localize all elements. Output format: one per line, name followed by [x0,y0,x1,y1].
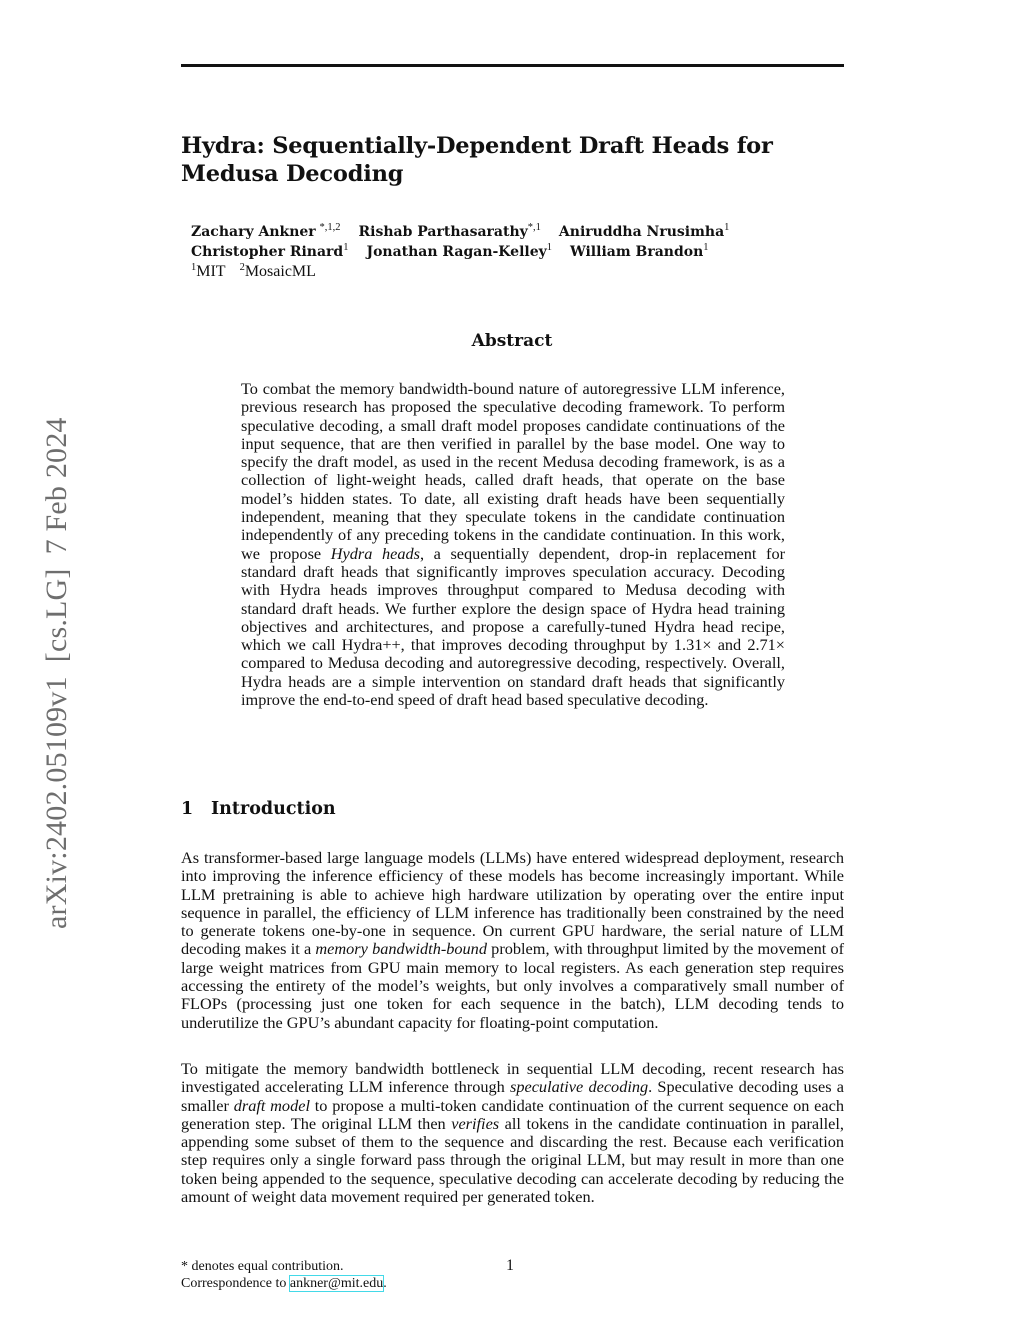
author-marks: *,1,2 [319,222,341,233]
author-name: William Brandon [570,244,704,260]
author-block [191,222,831,282]
affiliation-name: MosaicML [244,263,316,280]
affiliations [191,262,831,282]
affiliation-mark: 2 [239,262,245,273]
author-marks: 1 [703,242,709,253]
abstract-heading: Abstract [471,331,553,351]
affiliation-name: MIT [196,263,226,280]
intro-paragraph-1: As transformer-based large language models (LLMs) have entered widespread deployment, research into improving the inference efficiency of these models has become increasingly important. While LLM pretraining is able to achieve high hardware utilization by operating over the entire input sequence in parallel, the efficiency of LLM inference has traditionally been constrained by the need to generate tokens one-by-one in sequence. On current GPU hardware, the serial nature of LLM decoding makes it a memory bandwidth-bound problem, with throughput limited by the movement of large weight matrices from GPU main memory to local registers. As each generation step requires accessing the entirety of the model’s weights, but only involves a comparatively small number of FLOPs (processing just one token for each sequence in the batch), LLM decoding tends to underutilize the GPU’s abundant capacity for floating-point computation. [181,848,845,1032]
author-marks: 1 [343,242,349,253]
arxiv-date: 7 Feb 2024 [40,417,73,555]
arxiv-id: arXiv:2402.05109v1 [40,676,73,929]
author-marks: 1 [546,242,553,253]
author-name: Aniruddha Nrusimha [558,224,725,240]
title-top-rule [181,64,844,67]
affiliation-mark: 1 [191,262,197,273]
author-line-1 [191,222,831,242]
section-heading-introduction [181,799,336,819]
arxiv-identifier-stamp [40,364,74,929]
abstract-text: To combat the memory bandwidth-bound nature of autoregressive LLM inference, previous research has proposed the speculative decoding framework. To perform speculative decoding, a small draft model proposes candidate continuations of the input sequence, that are then verified in parallel by the base model. One way to specify the draft model, as used in the recent Medusa decoding framework, is as a collection of light-weight heads, called draft heads, that operate on the base model’s hidden states. To date, all existing draft heads have been sequentially independent, meaning that they speculate tokens in the candidate continuation independently of any preceding tokens in the candidate continuation. In this work, we propose Hydra heads, a sequentially dependent, drop-in replacement for standard draft heads that significantly improves speculation accuracy. Decoding with Hydra heads improves throughput compared to Medusa decoding with standard draft heads. We further explore the design space of Hydra head training objectives and architectures, and propose a carefully-tuned Hydra head recipe, which we call Hydra++, that improves decoding throughput by 1.31× and 2.71× compared to Medusa decoding and autoregressive decoding, respectively. Overall, Hydra heads are a simple intervention on standard draft heads that significantly improve the end-to-end speed of draft head based speculative decoding. [241,379,786,710]
section-number: 1 [181,799,194,819]
author-name: Jonathan Ragan-Kelley [366,244,547,260]
author-name: Zachary Ankner [191,224,316,240]
section-title: Introduction [211,799,336,819]
arxiv-category: [cs.LG] [40,568,73,663]
page-number: 1 [506,1257,514,1274]
author-name: Christopher Rinard [191,244,344,260]
author-line-2 [191,242,831,262]
author-marks: *,1 [527,222,541,233]
correspondence-note: Correspondence to ankner@mit.edu. [181,1276,387,1291]
author-name: Rishab Parthasarathy [358,224,528,240]
intro-paragraph-2: To mitigate the memory bandwidth bottleneck in sequential LLM decoding, recent research has investigated accelerating LLM inference through speculative decoding. Speculative decoding uses a smaller draft model to propose a multi-token candidate continuation of the current sequence on each generation step. The original LLM then verifies all tokens in the candidate continuation in parallel, appending some subset of them to the sequence and discarding the rest. Because each verification step requires only a single forward pass through the original LLM, but may result in more than one token being appended to the sequence, speculative decoding can accelerate decoding by reducing the amount of weight data movement required per generated token. [181,1059,845,1207]
footnote [181,1258,481,1292]
paper-title: Hydra: Sequentially-Dependent Draft Heads for Medusa Decoding [181,133,773,187]
email-link[interactable]: ankner@mit.edu [289,1276,384,1291]
equal-contribution-note: * denotes equal contribution. [181,1259,344,1274]
author-marks: 1 [724,222,730,233]
